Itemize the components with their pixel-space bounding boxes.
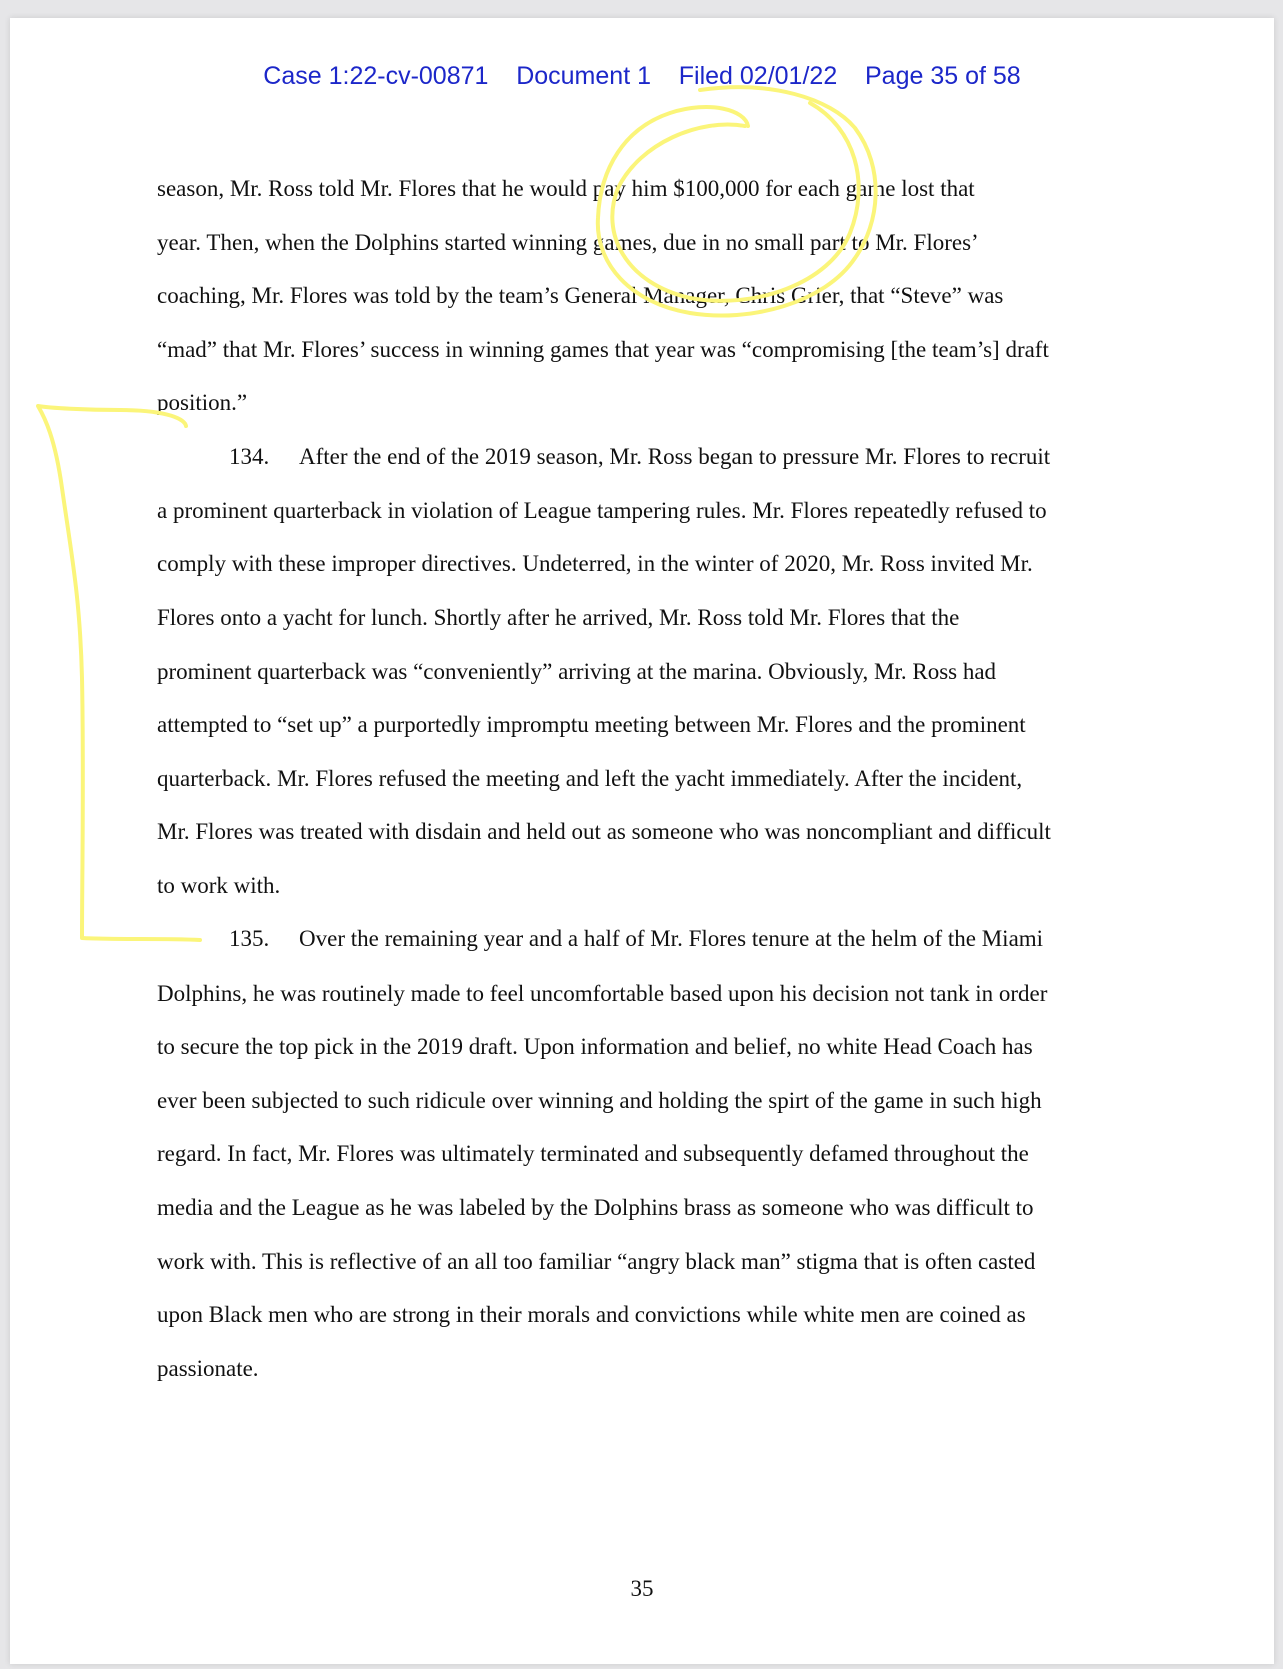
body-line: Mr. Flores was treated with disdain and held out as someone who was noncompliant and difficult bbox=[157, 819, 1051, 844]
body-line: work with. This is reflective of an all too familiar “angry black man” stigma that is often casted bbox=[157, 1249, 1036, 1274]
body-line: ever been subjected to such ridicule over winning and holding the spirt of the game in such high bbox=[157, 1088, 1042, 1113]
document-page bbox=[10, 18, 1274, 1664]
page-number: 35 bbox=[630, 1576, 654, 1601]
body-line: upon Black men who are strong in their morals and convictions while white men are coined as bbox=[157, 1302, 1026, 1327]
paragraph-135-first-line bbox=[229, 924, 1043, 954]
body-line: “mad” that Mr. Flores’ success in winning games that year was “compromising [the team’s] draft bbox=[157, 337, 1049, 362]
body-line: year. Then, when the Dolphins started winning games, due in no small part to Mr. Flores’ bbox=[157, 230, 979, 255]
body-line: quarterback. Mr. Flores refused the meeting and left the yacht immediately. After the incident, bbox=[157, 766, 1023, 791]
body-line: to secure the top pick in the 2019 draft. Upon information and belief, no white Head Coach has bbox=[157, 1034, 1033, 1059]
case-header: Case 1:22-cv-00871 Document 1 Filed 02/01/22 Page 35 of 58 bbox=[263, 62, 1021, 90]
body-line: comply with these improper directives. Undeterred, in the winter of 2020, Mr. Ross invited Mr. bbox=[157, 551, 1033, 576]
body-line: prominent quarterback was “conveniently” arriving at the marina. Obviously, Mr. Ross had bbox=[157, 659, 997, 684]
body-line: After the end of the 2019 season, Mr. Ross began to pressure Mr. Flores to recruit bbox=[299, 444, 1051, 469]
body-line: season, Mr. Ross told Mr. Flores that he would pay him $100,000 for each game lost that bbox=[157, 176, 975, 201]
body-line: media and the League as he was labeled by the Dolphins brass as someone who was difficult to bbox=[157, 1195, 1034, 1220]
body-line: Dolphins, he was routinely made to feel uncomfortable based upon his decision not tank in order bbox=[157, 981, 1048, 1006]
body-line: to work with. bbox=[157, 873, 281, 898]
paragraph-number: 134. bbox=[229, 444, 270, 469]
body-line: passionate. bbox=[157, 1356, 259, 1381]
body-line: Over the remaining year and a half of Mr. Flores tenure at the helm of the Miami bbox=[299, 926, 1044, 951]
body-line: regard. In fact, Mr. Flores was ultimately terminated and subsequently defamed throughout the bbox=[157, 1141, 1029, 1166]
body-line: attempted to “set up” a purportedly impromptu meeting between Mr. Flores and the prominent bbox=[157, 712, 1026, 737]
body-line: Flores onto a yacht for lunch. Shortly after he arrived, Mr. Ross told Mr. Flores that the bbox=[157, 605, 960, 630]
paragraph-134-first-line bbox=[229, 442, 1050, 472]
body-line: coaching, Mr. Flores was told by the team’s General Manager, Chris Grier, that “Steve” was bbox=[157, 283, 1004, 308]
paragraph-number: 135. bbox=[229, 926, 270, 951]
body-line: a prominent quarterback in violation of League tampering rules. Mr. Flores repeatedly refused to bbox=[157, 498, 1047, 523]
body-line: position.” bbox=[157, 390, 248, 415]
